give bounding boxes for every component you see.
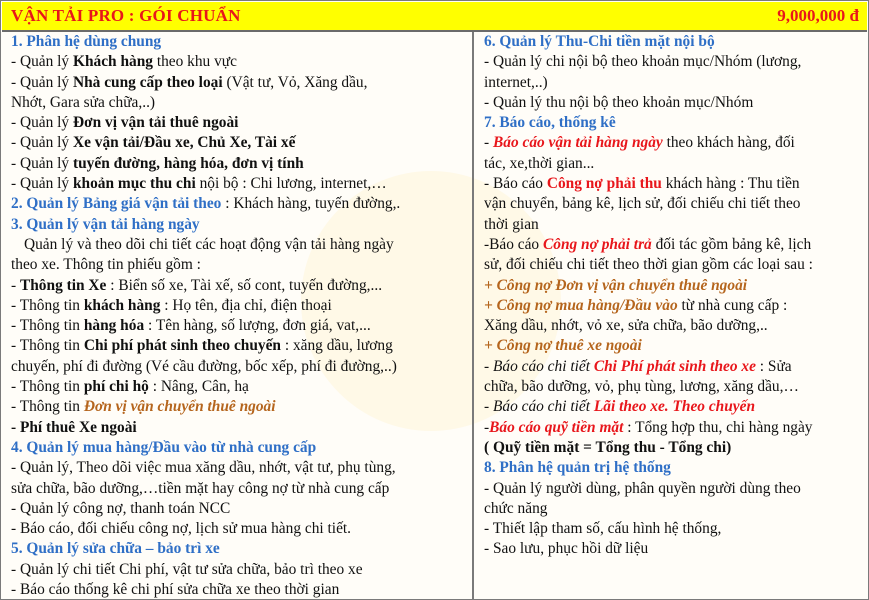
list-item: - Thông tin Đơn vị vận chuyển thuê ngoài — [11, 398, 276, 416]
list-item: - Phí thuê Xe ngoài — [11, 418, 137, 436]
package-price: 9,000,000 đ — [777, 6, 859, 25]
list-item: - Báo cáo chi tiết Chi Phí phát sinh theo xe : Sửa — [484, 357, 792, 375]
list-item: - Báo cáo thống kê chi phí sửa chữa xe theo thời gian — [11, 581, 340, 599]
formula: ( Quỹ tiền mặt = Tổng thu - Tổng chi) — [484, 438, 732, 456]
right-column — [475, 32, 867, 599]
list-item-cont: sửa chữa, bão dưỡng,…tiền mặt hay công nợ từ nhà cung cấp — [11, 479, 390, 497]
list-item: - Quản lý khoản mục thu chi nội bộ : Chi lương, internet,… — [11, 175, 387, 193]
list-item: - Quản lý Khách hàng theo khu vực — [11, 53, 237, 71]
list-item: - Quản lý Nhà cung cấp theo loại (Vật tư, Vỏ, Xăng dầu, — [11, 73, 368, 91]
sub-item: + Công nợ mua hàng/Đầu vào từ nhà cung cấp : — [484, 296, 788, 314]
list-item: -Báo cáo quỹ tiền mặt : Tổng hợp thu, chi hàng ngày — [484, 418, 813, 436]
sub-item: + Công nợ thuê xe ngoài — [484, 337, 642, 355]
list-item: - Thông tin hàng hóa : Tên hàng, số lượng, đơn giá, vat,... — [11, 317, 371, 335]
list-item: - Quản lý thu nội bộ theo khoản mục/Nhóm — [484, 93, 754, 111]
paragraph: theo xe. Thông tin phiếu gồm : — [11, 256, 201, 274]
sub-item: + Công nợ Đơn vị vận chuyển thuê ngoài — [484, 276, 748, 294]
list-item: - Thông tin Chi phí phát sinh theo chuyến : xăng dầu, lương — [11, 337, 393, 355]
list-item-cont: internet,..) — [484, 73, 548, 91]
list-item: - Quản lý chi tiết Chi phí, vật tư sửa chữa, bảo trì theo xe — [11, 560, 363, 578]
sub-item-cont: Xăng dầu, nhớt, vỏ xe, sửa chữa, bão dưỡng,.. — [484, 317, 768, 335]
section-2-title: 2. Quản lý Bảng giá vận tải theo : Khách hàng, tuyến đường,. — [11, 195, 401, 213]
list-item: - Báo cáo Công nợ phải thu khách hàng : Thu tiền — [484, 175, 800, 193]
list-item: -Báo cáo Công nợ phải trả đối tác gồm bảng kê, lịch — [484, 235, 812, 253]
section-6-title: 6. Quản lý Thu-Chi tiền mặt nội bộ — [484, 33, 715, 50]
list-item: - Thông tin phí chi hộ : Nâng, Cân, hạ — [11, 378, 249, 396]
list-item-cont: chức năng — [484, 499, 548, 517]
list-item-cont: chuyến, phí đi đường (Vé cầu đường, bốc xếp, phí đi đường,..) — [11, 357, 397, 375]
list-item: - Báo cáo, đối chiếu công nợ, lịch sử mua hàng chi tiết. — [11, 520, 352, 538]
section-5-title: 5. Quản lý sửa chữa – bảo trì xe — [11, 540, 220, 558]
list-item-cont: chữa, bão dưỡng, vỏ, phụ tùng, lương, xăng dầu,… — [484, 378, 799, 396]
list-item: - Thiết lập tham số, cấu hình hệ thống, — [484, 520, 722, 538]
section-1-title: 1. Phân hệ dùng chung — [11, 33, 162, 50]
section-8-title: 8. Phân hệ quản trị hệ thống — [484, 459, 671, 477]
list-item: - Sao lưu, phục hồi dữ liệu — [484, 540, 649, 558]
list-item: - Quản lý chi nội bộ theo khoản mục/Nhóm (lương, — [484, 53, 802, 71]
list-item-cont: Nhớt, Gara sửa chữa,..) — [11, 93, 156, 111]
list-item-cont: sử, đối chiếu chi tiết theo thời gian gồm các loại sau : — [484, 256, 813, 274]
list-item: - Báo cáo vận tải hàng ngày theo khách hàng, đối — [484, 134, 795, 152]
left-column — [2, 32, 474, 599]
section-7-title: 7. Báo cáo, thống kê — [484, 114, 616, 132]
list-item-cont: thời gian — [484, 215, 539, 233]
list-item: - Quản lý Đơn vị vận tải thuê ngoài — [11, 114, 239, 132]
list-item-cont: vận chuyển, bảng kê, lịch sử, đối chiếu chi tiết theo — [484, 195, 801, 213]
section-3-title: 3. Quản lý vận tải hàng ngày — [11, 215, 200, 233]
section-4-title: 4. Quản lý mua hàng/Đầu vào từ nhà cung cấp — [11, 438, 317, 456]
list-item-cont: tác, xe,thời gian... — [484, 154, 595, 172]
list-item: - Quản lý, Theo dõi việc mua xăng dầu, nhớt, vật tư, phụ tùng, — [11, 459, 396, 477]
package-title: VẬN TẢI PRO : GÓI CHUẨN — [11, 6, 241, 25]
list-item: - Quản lý người dùng, phân quyền người dùng theo — [484, 479, 801, 497]
list-item: - Báo cáo chi tiết Lãi theo xe. Theo chuyến — [484, 398, 756, 416]
list-item: - Thông tin Xe : Biển số xe, Tài xế, số cont, tuyến đường,... — [11, 276, 383, 294]
list-item: - Quản lý tuyến đường, hàng hóa, đơn vị tính — [11, 154, 304, 172]
list-item: - Quản lý Xe vận tải/Đầu xe, Chủ Xe, Tài xế — [11, 134, 296, 152]
list-item: - Thông tin khách hàng : Họ tên, địa chỉ, điện thoại — [11, 296, 332, 314]
paragraph: Quản lý và theo dõi chi tiết các hoạt động vận tải hàng ngày — [24, 235, 394, 253]
header-bar — [2, 2, 867, 32]
list-item: - Quản lý công nợ, thanh toán NCC — [11, 499, 231, 517]
